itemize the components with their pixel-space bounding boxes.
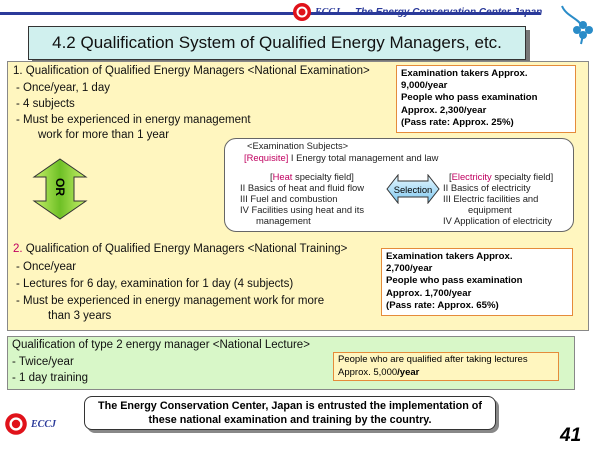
section2-title: Qualification of Qualified Energy Managers <National Training> [22,243,348,255]
requisite-line [244,152,438,163]
stats-line: Approx. 1,700/year [386,287,472,299]
heat-tag-suffix: specialty field] [292,171,354,182]
heat-subject: II Basics of heat and fluid flow [240,182,365,193]
section1-bullet: - 4 subjects [16,98,75,110]
eccj-sun-logo-icon [4,412,28,436]
stats-line: People who pass examination [386,275,523,287]
selection-label: Selection [393,184,433,195]
electricity-tag: Electricity [451,171,492,182]
bracket-open: [ [449,171,452,182]
stats-line: 2,700/year [386,263,433,275]
stats-line: (Pass rate: Approx. 65%) [386,299,499,311]
note-unit: /year [397,366,420,378]
heat-subject: IV Facilities using heat and its [240,204,365,215]
electricity-subject: IV Application of electricity [443,215,552,226]
heat-field-heading [270,171,354,182]
electricity-subject: equipment [468,204,512,215]
electricity-tag-suffix: specialty field] [491,171,554,182]
section2-bullet: - Must be experienced in energy management work for more [16,295,325,307]
section2-stats-box [381,248,573,316]
electricity-subject: II Basics of electricity [443,182,531,193]
footer-note [84,396,496,430]
section1-heading: 1. Qualification of Qualified Energy Managers <National Examination> [13,65,370,77]
stats-line: (Pass rate: Approx. 25%) [401,116,514,128]
electricity-field-heading [449,171,553,182]
stats-line: Approx. 2,300/year [401,104,487,116]
section1-bullet: - Must be experienced in energy management [16,114,251,126]
header-org-name: The Energy Conservation Center Japan [355,6,543,18]
section1-bullet: work for more than 1 year [38,129,170,141]
section3-bullet: - Twice/year [12,356,74,368]
footer-line: these national examination and training by the country. [148,414,432,426]
section1-bullet: - Once/year, 1 day [16,82,110,94]
section3-bullet: - 1 day training [12,372,89,384]
heat-tag: Heat [272,171,293,182]
electricity-subject: III Electric facilities and [443,193,539,204]
requisite-text: I Energy total management and law [288,152,439,163]
page-number: 41 [560,425,582,446]
note-count: Approx. 5,000 [338,366,398,378]
header-brand [292,1,542,23]
stats-line: People who pass examination [401,92,538,104]
section2-bullet: - Lectures for 6 day, examination for 1 day (4 subjects) [16,278,294,290]
section2-heading [13,243,347,255]
note-line [338,367,554,380]
section3-heading: Qualification of type 2 energy manager <National Lecture> [12,339,310,351]
clover-logo-icon [556,2,596,46]
section1-stats-box [396,65,576,133]
header-logo-text: ECCJ [315,6,341,18]
or-label: OR [53,178,67,196]
note-line: People who are qualified after taking lectures [338,354,528,365]
section3-note-box [333,352,559,381]
footer-logo-text: ECCJ [31,418,57,430]
footer-line: The Energy Conservation Center, Japan is entrusted the implementation of [98,400,482,412]
eccj-sun-logo-icon [292,2,312,22]
footer-brand [4,412,56,436]
section2-bullet: - Once/year [16,261,77,273]
bracket-open: [ [270,171,273,182]
stats-line: Examination takers Approx. [386,251,513,262]
exam-subjects-heading: <Examination Subjects> [247,140,349,151]
stats-line: 9,000/year [401,80,448,92]
heat-subject: management [256,215,311,226]
section2-bullet: than 3 years [48,310,112,322]
stats-line: Examination takers Approx. [401,68,528,79]
requisite-tag: [Requisite] [244,152,289,163]
section2-number: 2. [13,243,23,255]
page-title: 4.2 Qualification System of Qualified Energy Managers, etc. [28,26,526,60]
heat-subject: III Fuel and combustion [240,193,338,204]
